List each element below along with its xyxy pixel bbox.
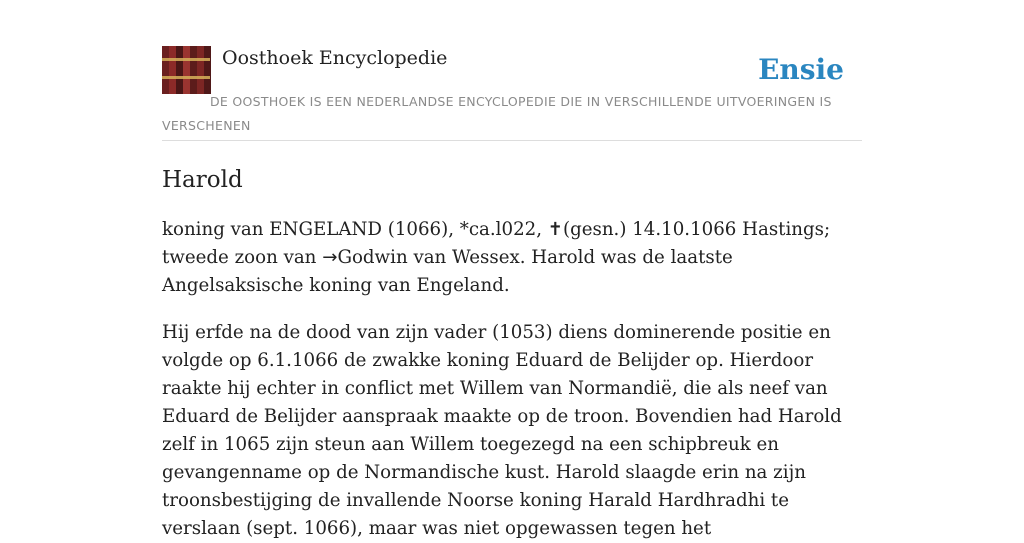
article-paragraph-2: Hij erfde na de dood van zijn vader (1053) diens dominerende positie en volgde op 6.1.1066 de zwakke koning Eduard de Belijder op. Hierdoor raakte hij echter in conflict met Willem van Normandië, die als neef van Eduard de Belijder aanspraak maakte op de troon. Bovendien had Harold zelf in 1065 zijn steun aan Willem toegezegd na een schipbreuk en gevangenname op de Normandische kust. Harold slaagde erin na zijn troonsbestijging de invallende Noorse koning Harald Hardhradhi te verslaan (sept. 1066), maar was niet opgewassen tegen het bbox=[162, 322, 842, 539]
encyclopedia-books-icon[interactable] bbox=[162, 46, 210, 94]
arrow-right-icon: → bbox=[322, 247, 338, 268]
article-title: Harold bbox=[162, 167, 243, 193]
page-container bbox=[162, 0, 862, 543]
paragraph-text: koning van ENGELAND (1066), *ca.l022, ✝(gesn.) 14.10.1066 Hastings; tweede zoon van bbox=[162, 219, 831, 268]
site-tagline: DE OOSTHOEK IS EEN NEDERLANDSE ENCYCLOPEDIE DIE IN VERSCHILLENDE UITVOERINGEN IS VERSCHENEN bbox=[162, 94, 832, 133]
godwin-link[interactable]: Godwin van Wessex bbox=[337, 247, 520, 268]
paragraph-text: . Harold was de laatste Angelsaksische koning van Engeland. bbox=[162, 247, 733, 296]
site-header bbox=[162, 46, 862, 141]
ensie-logo[interactable]: Ensie bbox=[758, 53, 844, 86]
site-title[interactable]: Oosthoek Encyclopedie bbox=[222, 47, 448, 69]
article-paragraph-1 bbox=[162, 216, 862, 300]
